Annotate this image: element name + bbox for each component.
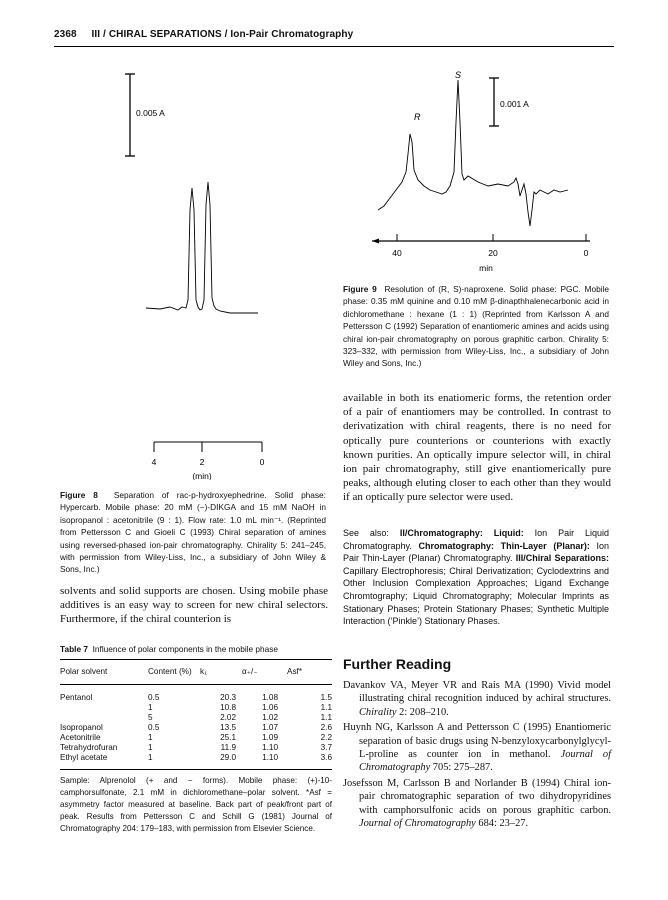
figure-9-caption-text: Resolution of (R, S)-naproxene. Solid phase: PGC. Mobile phase: 0.35 mM quinine and 0.10 mM β-dinapthhalenecarbonic acid in dichloromethane : hexane (1 : 1) (Reprinted from Karlsson A and Pettersson C (1992) Separation of enantiomeric amines and acids using chiral ion-pair chromatography on porous graphitic carbon. Chirality 5: 323–332, with permission from Wiley-Liss, Inc., a subsidiary of John Wiley and Sons, Inc.) — [343, 284, 609, 369]
see-also-text[interactable]: Capillary Electrophoresis; Chiral Derivatization; Cyclodextrins and Other Inclusion Complexation Approaches; Ligand Exchange Chromtography; Liquid Chromatography; Molecular Imprints as Stationary Phases; Protein Stationary Phases; Synthetic Multiple Interaction (‘Pinkle’) Stationary Phases. — [343, 565, 609, 627]
right-body-paragraph: available in both its enatiomeric forms, the retention order of a pair of enantiomers may be controlled. In contrast to derivatization with chiral reagents, there is no need for optically pure counterions or counterions with exactly known purities. An optically impure selector will, in chiral ion pair chromatography, still give enantiomerically pure peaks, although eluting closer to each other than they would if an optically pure selector were used. — [343, 392, 611, 504]
table-row: Acetonitrile 1 25.1 1.09 2.2 — [60, 733, 332, 742]
figure-9-label: Figure 9 — [343, 284, 377, 294]
fig9-peak-label-r: R — [414, 112, 421, 122]
see-also-block — [343, 527, 609, 628]
fig9-tick: 0 — [583, 248, 589, 258]
left-body-paragraph: solvents and solid supports are chosen. Using mobile phase additives is an easy way to screen for new chiral selectors. Furthermore, if the chiral counterion is — [60, 585, 328, 626]
col-header: Content (%) — [148, 667, 192, 676]
figure-8-caption — [60, 489, 326, 576]
figure-8-chromatogram — [120, 60, 300, 480]
fig9-trace — [378, 80, 568, 226]
table-7-bottom-rule — [60, 769, 332, 770]
fig8-tick: 0 — [259, 457, 265, 467]
table-row: Isopropanol 0.5 13.5 1.07 2.6 — [60, 723, 332, 732]
see-also-head[interactable]: II/Chromatography: Liquid: — [399, 528, 524, 538]
reference-item: Davankov VA, Meyer VR and Rais MA (1990) Vivid model illustrating chiral recognition induced by achiral structures. Chirality 2: 208–210. — [343, 680, 611, 718]
col-header: Asf* — [287, 667, 303, 676]
table-row: 1 10.8 1.06 1.1 — [148, 703, 332, 712]
fig9-peak-label-s: S — [455, 70, 462, 80]
table-7-top-rule — [60, 659, 332, 660]
table-7-footnote: Sample: Alprenolol (+ and − forms). Mobile phase: (+)-10-camphorsulfonate, 2.1 mM in dichloromethane–polar solvent. *Asf = asymmetry factor measured at baseline. Back part of peak/front part of peak. Results from Pettersson C and Schill G (1981) Journal of Chromatography 204: 179–183, with permission from Elsevier Science. — [60, 776, 332, 833]
table-7-title: Influence of polar components in the mobile phase — [92, 644, 279, 654]
fig9-tick: 20 — [488, 248, 498, 258]
see-also-intro: See also: — [343, 528, 389, 538]
figure-8-caption-text: Separation of rac-p-hydroxyephedrine. Solid phase: Hypercarb. Mobile phase: 20 mM (−)-DIKGA and 15 mM NaOH in isopropanol : acetonitrile (9 : 1). Flow rate: 1.0 mL min⁻¹. (Reprinted from Pettersson C and Gioeli C (1993) Chiral separation of amines using reversed-phased ion-pair chromatography. Chirality 5: 241–245, with permission from Wiley-Liss, Inc., a subsidiary of John Wiley & Sons, Inc.) — [60, 490, 326, 575]
fig8-axis-label: (min) — [192, 471, 212, 480]
table-7-label: Table 7 — [60, 644, 88, 654]
fig9-axis-label: min — [479, 263, 493, 273]
further-reading-section — [343, 656, 611, 832]
figure-9-chromatogram — [368, 62, 608, 274]
running-header — [54, 29, 353, 40]
running-title: III / CHIRAL SEPARATIONS / Ion-Pair Chromatography — [91, 29, 354, 40]
col-header: α₊/₋ — [242, 667, 258, 676]
col-header: k₁ — [200, 667, 207, 676]
table-7 — [60, 643, 332, 835]
figure-8-label: Figure 8 — [60, 490, 98, 500]
fig8-scale-label: 0.005 A — [136, 108, 165, 118]
fig8-trace — [146, 182, 258, 313]
see-also-text[interactable]: Ion Pair Thin-Layer (Planar) Chromatography. — [343, 540, 609, 564]
table-7-body — [60, 693, 332, 763]
see-also-head[interactable]: III/Chiral Separations: — [515, 553, 609, 564]
fig9-scale-label: 0.001 A — [500, 99, 529, 109]
figure-9-caption — [343, 283, 609, 370]
table-row: 5 2.02 1.02 1.1 — [148, 713, 332, 722]
table-header-row — [60, 667, 332, 677]
fig8-tick: 2 — [199, 457, 205, 467]
table-7-caption — [60, 643, 332, 655]
page-number: 2368 — [54, 29, 77, 40]
further-reading-heading: Further Reading — [343, 656, 452, 672]
fig8-tick: 4 — [151, 457, 157, 467]
table-row: Ethyl acetate 1 29.0 1.10 3.6 — [60, 753, 332, 762]
table-7-grid — [60, 667, 332, 677]
reference-item: Huynh NG, Karlsson A and Pettersson C (1995) Enantiomeric separation of basic drugs using N-benzyloxycarbonylglycyl-L-proline as counter ion in methanol. Journal of Chromatography 705: 275–287. — [343, 722, 611, 774]
table-row: Tetrahydrofuran 1 11.9 1.10 3.7 — [60, 743, 332, 752]
table-row: Pentanol 0.5 20.3 1.08 1.5 — [60, 693, 332, 702]
reference-item: Josefsson M, Carlsson B and Norlander B (1994) Chiral ion-pair chromatographic separation of two dihydropyridines with camphorsulfonic acids on porous graphitic carbon. Journal of Chromatography 684: 23–27. — [343, 777, 611, 830]
header-rule — [54, 46, 614, 47]
fig9-tick: 40 — [392, 248, 402, 258]
col-header: Polar solvent — [60, 667, 108, 676]
table-7-mid-rule — [60, 684, 332, 685]
see-also-text[interactable]: Ion Pair Liquid Chromatography. — [343, 528, 609, 551]
see-also-head[interactable]: Chromatography: Thin-Layer (Planar): — [418, 540, 590, 551]
